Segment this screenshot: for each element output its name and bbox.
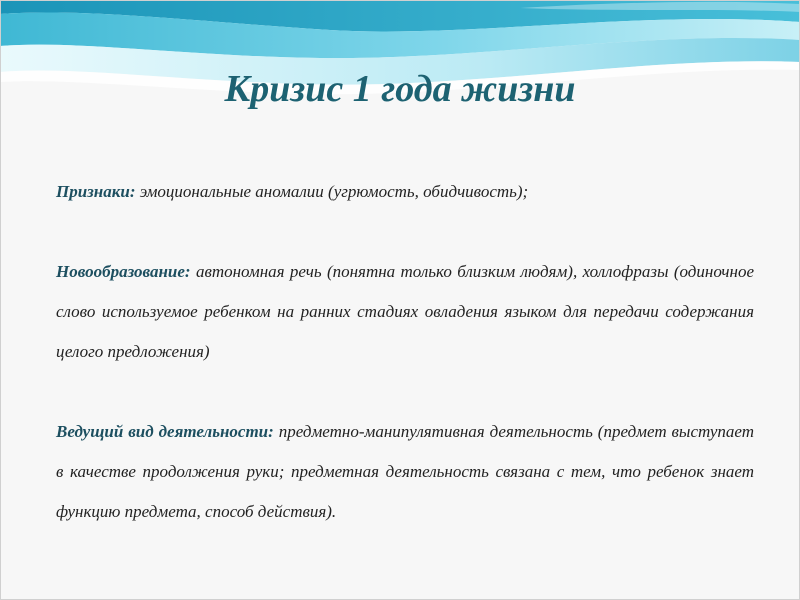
section-signs-term: Признаки: bbox=[56, 182, 136, 201]
section-signs-text: эмоциональные аномалии (угрюмость, обидчивость); bbox=[135, 182, 529, 201]
section-neoformation-term: Новообразование: bbox=[56, 262, 191, 281]
slide-body bbox=[56, 172, 754, 532]
section-neoformation bbox=[56, 252, 754, 372]
slide-title: Кризис 1 года жизни bbox=[224, 68, 576, 110]
section-neoformation-text: автономная речь (понятна только близким людям), холлофразы (одиночное слово используемое ребенком на ранних стадиях овладения языком для передачи содержания целого предложения) bbox=[56, 262, 754, 361]
spacer bbox=[56, 212, 754, 252]
section-leading-activity-text: предметно-манипулятивная деятельность (предмет выступает в качестве продолжения руки; предметная деятельность связана с тем, что ребенок знает функцию предмета, способ действия). bbox=[56, 422, 754, 521]
section-leading-activity-term: Ведущий вид деятельности: bbox=[56, 422, 274, 441]
section-signs bbox=[56, 172, 754, 212]
section-leading-activity bbox=[56, 412, 754, 532]
spacer bbox=[56, 372, 754, 412]
